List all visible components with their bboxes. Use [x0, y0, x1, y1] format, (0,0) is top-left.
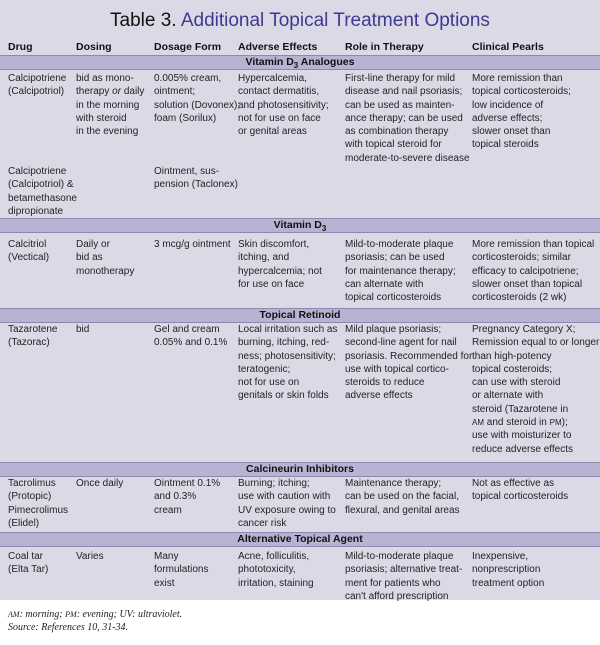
adverse-effects-cell	[238, 323, 342, 403]
role-in-therapy-cell	[345, 477, 469, 517]
cell-line: steroid (Tazarotene in	[472, 403, 569, 415]
cell-line: burning, itching, red-	[238, 337, 330, 349]
column-header-clinical-pearls: Clinical Pearls	[472, 41, 544, 53]
cell-line: Daily or	[76, 239, 110, 250]
clinical-pearls-cell	[472, 477, 596, 504]
role-in-therapy-cell	[345, 550, 469, 603]
cell-line: not for use on face	[238, 112, 321, 124]
cell-line: with topical steroid for	[345, 139, 442, 151]
cell-line: betamethasone	[8, 192, 77, 204]
section-header: Alternative Topical Agent	[0, 532, 600, 547]
footnote-line: Source: References 10, 31-34.	[8, 622, 129, 633]
adverse-effects-cell	[238, 72, 342, 138]
cell-line: UV exposure owing to	[238, 504, 336, 516]
adverse-effects-cell	[238, 238, 342, 291]
cell-line: Skin discomfort,	[238, 239, 310, 250]
cell-line: Calcipotriene	[8, 73, 67, 84]
cell-line: exist	[154, 577, 175, 589]
cell-line: teratogenic;	[238, 363, 291, 375]
cell-line: use with topical cortico-	[345, 363, 449, 375]
adverse-effects-cell	[238, 477, 342, 530]
cell-line: contact dermatitis,	[238, 86, 320, 98]
section-header: Vitamin $D_3$ Analogues	[0, 55, 600, 70]
drug-cell	[8, 72, 72, 99]
cell-line: Not as effective as	[472, 478, 555, 489]
section-header: Topical Retinoid	[0, 308, 600, 323]
column-header-dosage-form: Dosage Form	[154, 41, 222, 53]
cell-line: cream	[154, 504, 182, 516]
clinical-pearls-cell	[472, 323, 600, 456]
cell-line: foam (Sorilux)	[154, 112, 217, 124]
cell-line: steroids to reduce	[345, 377, 425, 389]
cell-line: Varies	[76, 551, 104, 562]
cell-line: treatment option	[472, 577, 545, 589]
dosage-form-cell	[154, 165, 236, 192]
drug-cell	[8, 477, 72, 530]
cell-line: therapy or daily	[76, 86, 145, 98]
dosage-form-cell	[154, 477, 236, 517]
cell-line: cancer risk	[238, 517, 287, 529]
dosing-cell	[76, 477, 152, 490]
cell-line: (Elta Tar)	[8, 564, 49, 576]
cell-line: monotherapy	[76, 265, 135, 277]
cell-line: can use with steroid	[472, 377, 561, 389]
cell-line: itching, and	[238, 252, 290, 264]
cell-line: ance therapy; can be used	[345, 112, 463, 124]
section-header: Vitamin $D_3$	[0, 218, 600, 233]
table-title	[0, 10, 600, 32]
cell-line: Calcipotriene	[8, 166, 67, 177]
cell-line: in the evening	[76, 126, 139, 138]
cell-line: Maintenance therapy;	[345, 478, 442, 489]
cell-line: than high-potency	[472, 350, 552, 362]
cell-line: hypercalcemia; not	[238, 265, 322, 277]
dosing-cell	[76, 323, 152, 336]
footnote-line: AM: morning; PM: evening; UV: ultraviolet.	[8, 609, 183, 620]
cell-line: efficacy to calcipotriene;	[472, 265, 579, 277]
cell-line: AM and steroid in PM);	[472, 417, 568, 429]
cell-line: Inexpensive,	[472, 551, 529, 562]
cell-line: psoriasis; alternative treat-	[345, 564, 463, 576]
cell-line: 3 mcg/g ointment	[154, 239, 231, 250]
cell-line: More remission than	[472, 73, 563, 84]
cell-line: use with caution with	[238, 491, 331, 503]
cell-line: topical corticosteroids;	[472, 86, 571, 98]
cell-line: Pregnancy Category X;	[472, 324, 576, 335]
cell-line: and 0.3%	[154, 491, 197, 503]
column-header-dosing: Dosing	[76, 41, 112, 53]
cell-line: psoriasis. Recommended for	[345, 350, 473, 362]
cell-line: as combination therapy	[345, 126, 449, 138]
cell-line: or alternate with	[472, 390, 544, 402]
cell-line: 0.005% cream,	[154, 73, 222, 84]
cell-line: (Calcipotriol)	[8, 86, 65, 98]
role-in-therapy-cell	[345, 238, 469, 304]
table-number: Table 3.	[110, 10, 177, 31]
cell-line: can alternate with	[345, 278, 424, 290]
cell-line: Ointment 0.1%	[154, 478, 221, 489]
column-header-drug: Drug	[8, 41, 33, 53]
cell-line: topical costeroids;	[472, 363, 553, 375]
clinical-pearls-cell	[472, 72, 596, 152]
cell-line: Gel and cream	[154, 324, 220, 335]
cell-line: topical corticosteroids	[345, 292, 442, 304]
cell-line: Calcitriol	[8, 239, 47, 250]
role-in-therapy-cell	[345, 323, 473, 403]
cell-line: bid as mono-	[76, 73, 134, 84]
adverse-effects-cell	[238, 550, 342, 590]
cell-line: Tacrolimus	[8, 478, 56, 489]
footnotes	[8, 608, 182, 634]
cell-line: adverse effects	[345, 390, 413, 402]
cell-line: for use on face	[238, 278, 305, 290]
cell-line: bid as	[76, 252, 103, 264]
cell-line: can be used as mainten-	[345, 99, 455, 111]
dosage-form-cell	[154, 238, 236, 251]
cell-line: low incidence of	[472, 99, 544, 111]
cell-line: ment for patients who	[345, 577, 441, 589]
cell-line: topical steroids	[472, 139, 539, 151]
cell-line: flexural, and genital areas	[345, 504, 460, 516]
dosing-cell	[76, 72, 152, 138]
cell-line: bid	[76, 324, 90, 335]
cell-line: not for use on	[238, 377, 300, 389]
cell-line: moderate-to-severe disease	[345, 152, 470, 164]
cell-line: ness; photosensitivity;	[238, 350, 336, 362]
cell-line: corticosteroids; similar	[472, 252, 571, 264]
cell-line: psoriasis; can be used	[345, 252, 445, 264]
cell-line: corticosteroids (2 wk)	[472, 292, 567, 304]
cell-line: Acne, folliculitis,	[238, 551, 310, 562]
clinical-pearls-cell	[472, 238, 596, 304]
cell-line: First-line therapy for mild	[345, 73, 456, 84]
dosage-form-cell	[154, 323, 236, 350]
drug-cell	[8, 238, 72, 265]
dosing-cell	[76, 550, 152, 563]
cell-line: slower onset than topical	[472, 278, 583, 290]
column-header-role-in-therapy: Role in Therapy	[345, 41, 424, 53]
cell-line: Hypercalcemia,	[238, 73, 307, 84]
cell-line: phototoxicity,	[238, 564, 296, 576]
section-header: Calcineurin Inhibitors	[0, 462, 600, 477]
cell-line: disease and nail psoriasis;	[345, 86, 463, 98]
cell-line: use with moisturizer to	[472, 430, 572, 442]
column-header-adverse-effects: Adverse Effects	[238, 41, 318, 53]
cell-line: (Elidel)	[8, 517, 40, 529]
table-caption: Additional Topical Treatment Options	[176, 10, 490, 31]
cell-line: Mild-to-moderate plaque	[345, 239, 454, 250]
dosage-form-cell	[154, 550, 236, 590]
cell-line: ointment;	[154, 86, 196, 98]
cell-line: 0.05% and 0.1%	[154, 337, 228, 349]
cell-line: pension (Taclonex)	[154, 179, 238, 191]
cell-line: with steroid	[76, 112, 127, 124]
cell-line: solution (Dovonex);	[154, 99, 241, 111]
cell-line: slower onset than	[472, 126, 551, 138]
cell-line: (Calcipotriol) &	[8, 179, 74, 191]
cell-line: or genital areas	[238, 126, 307, 138]
cell-line: Coal tar	[8, 551, 44, 562]
role-in-therapy-cell	[345, 72, 469, 165]
cell-line: adverse effects;	[472, 112, 543, 124]
cell-line: formulations	[154, 564, 209, 576]
cell-line: for maintenance therapy;	[345, 265, 456, 277]
cell-line: Local irritation such as	[238, 324, 338, 335]
cell-line: can be used on the facial,	[345, 491, 459, 503]
cell-line: (Vectical)	[8, 252, 50, 264]
dosage-form-cell	[154, 72, 241, 125]
clinical-pearls-cell	[472, 550, 596, 590]
cell-line: Once daily	[76, 478, 124, 489]
cell-line: genitals or skin folds	[238, 390, 329, 402]
cell-line: nonprescription	[472, 564, 541, 576]
drug-cell	[8, 165, 77, 218]
cell-line: topical corticosteroids	[472, 491, 569, 503]
cell-line: dipropionate	[8, 205, 64, 217]
cell-line: second-line agent for nail	[345, 337, 457, 349]
drug-cell	[8, 323, 72, 350]
cell-line: (Tazorac)	[8, 337, 50, 349]
cell-line: Ointment, sus-	[154, 166, 220, 177]
cell-line: Pimecrolimus	[8, 504, 69, 516]
cell-line: irritation, staining	[238, 577, 314, 589]
cell-line: Mild plaque psoriasis;	[345, 324, 442, 335]
cell-line: and photosensitivity;	[238, 99, 329, 111]
cell-line: Tazarotene	[8, 324, 58, 335]
cell-line: Remission equal to or longer	[472, 337, 600, 349]
cell-line: (Protopic)	[8, 491, 52, 503]
drug-cell	[8, 550, 72, 577]
cell-line: More remission than topical	[472, 239, 595, 250]
cell-line: can't afford prescription	[345, 590, 449, 602]
cell-line: in the morning	[76, 99, 140, 111]
cell-line: Mild-to-moderate plaque	[345, 551, 454, 562]
cell-line: Many	[154, 551, 179, 562]
cell-line: Burning; itching;	[238, 478, 310, 489]
dosing-cell	[76, 238, 152, 278]
cell-line: reduce adverse effects	[472, 443, 573, 455]
